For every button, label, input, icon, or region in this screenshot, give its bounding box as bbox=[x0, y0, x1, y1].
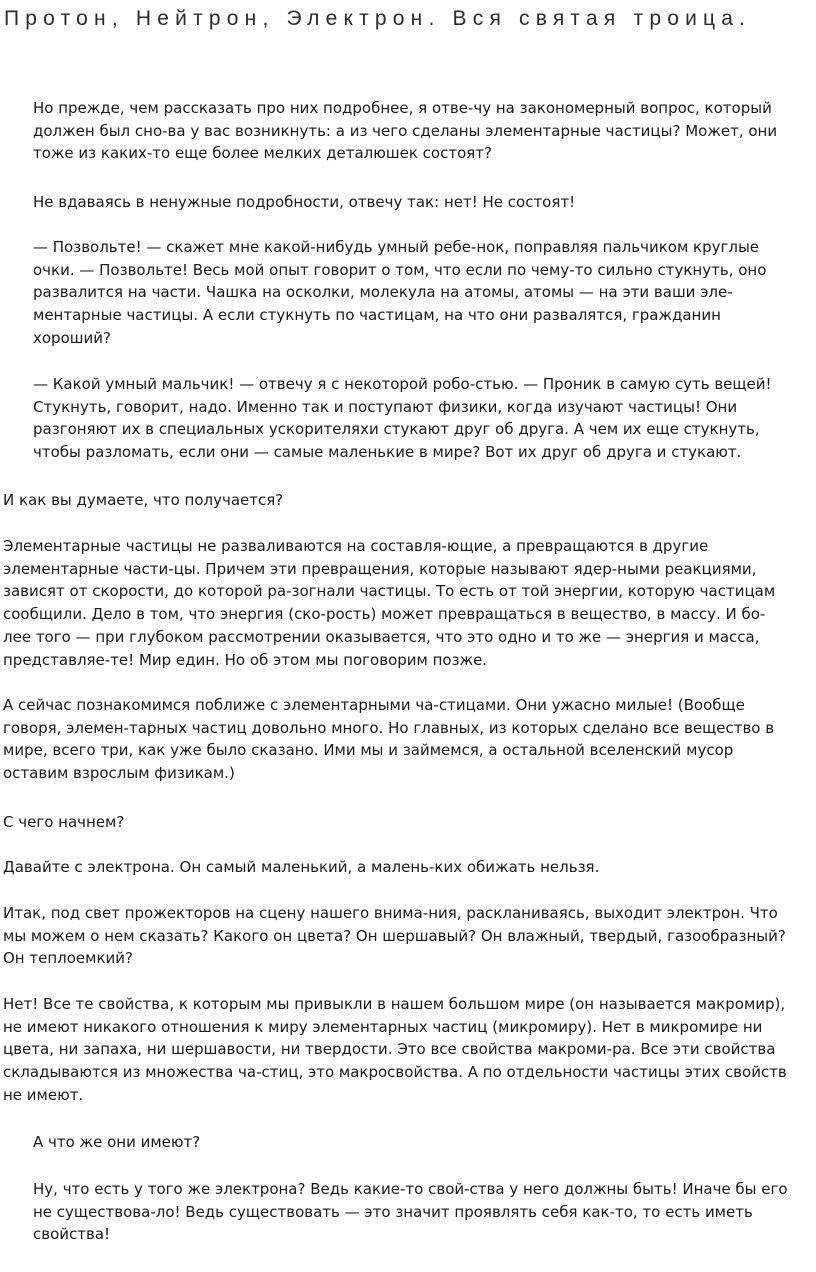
paragraph-6: Элементарные частицы не разваливаются на составля-ющие, а превращаются в другие элементарные части-цы. Причем эти превращения, которые называют ядер-ными реакциями, зависят от скорости, до которой ра-зогнали частицы. То есть от той энергии, которую частицам сообщили. Дело в том, что энергия (ско-рость) может превращаться в вещество, в массу. И бо-лее того — при глубоком рассмотрении оказывается, что это одно и то же — энергия и масса, представляе-те! Мир един. Но об этом мы поговорим позже. bbox=[3, 537, 776, 669]
paragraph-5: И как вы думаете, что получается? bbox=[3, 491, 284, 509]
paragraph-9: Давайте с электрона. Он самый маленький, а малень-ких обижать нельзя. bbox=[3, 858, 600, 876]
paragraph-12: А что же они имеют? bbox=[33, 1133, 201, 1151]
paragraph-10: Итак, под свет прожекторов на сцену нашего внима-ния, раскланиваясь, выходит электрон. Что мы можем о нем сказать? Какого он цвета? Он шершавый? Он влажный, твердый, газообразный? Он теплоемкий? bbox=[3, 904, 786, 968]
paragraph-2: Не вдаваясь в ненужные подробности, отвечу так: нет! Не состоят! bbox=[33, 193, 576, 211]
paragraph-4: — Какой умный мальчик! — отвечу я с некоторой робо-стью. — Проник в самую суть вещей! Стукнуть, говорит, надо. Именно так и поступают физики, когда изучают частицы! Они разгоняют их в специальных ускорителяхи стукают друг об друга. А чем их еще стукнуть, чтобы разломать, если они — самые маленькие в мире? Вот их друг об друга и стукают. bbox=[33, 375, 772, 462]
paragraph-3: — Позвольте! — скажет мне какой-нибудь умный ребе-нок, поправляя пальчиком круглые очки. — Позвольте! Весь мой опыт говорит о том, что если по чему-то сильно стукнуть, оно развалится на части. Чашка на осколки, молекула на атомы, атомы — на эти ваши эле-ментарные частицы. А если стукнуть по частицам, на что они развалятся, гражданин хороший? bbox=[33, 238, 767, 347]
paragraph-13: Ну, что есть у того же электрона? Ведь какие-то свой-ства у него должны быть! Иначе бы его не существова-ло! Ведь существовать — это значит проявлять себя как-то, то есть иметь свойства! bbox=[33, 1180, 788, 1244]
paragraph-11: Нет! Все те свойства, к которым мы привыкли в нашем большом мире (он называется макромир), не имеют никакого отношения к миру элементарных частиц (микромиру). Нет в микромире ни цвета, ни запаха, ни шершавости, ни твердости. Это все свойства макроми-ра. Все эти свойства складываются из множества ча-стиц, это макросвойства. А по отдельности частицы этих свойств не имеют. bbox=[3, 995, 787, 1104]
paragraph-8: С чего начнем? bbox=[3, 813, 125, 831]
document-title: Протон, Нейтрон, Электрон. Вся святая троица. bbox=[4, 7, 752, 30]
paragraph-1: Но прежде, чем рассказать про них подробнее, я отве-чу на закономерный вопрос, который должен был сно-ва у вас возникнуть: а из чего сделаны элементарные частицы? Может, они тоже из каких-то еще более мелких деталюшек состоят? bbox=[33, 99, 778, 163]
paragraph-7: А сейчас познакомимся поближе с элементарными ча-стицами. Они ужасно милые! (Вообще говоря, элемен-тарных частиц довольно много. Но главных, из которых сделано все вещество в мире, всего три, как уже было сказано. Ими мы и займемся, а остальной вселенский мусор оставим взрослым физикам.) bbox=[3, 696, 775, 783]
